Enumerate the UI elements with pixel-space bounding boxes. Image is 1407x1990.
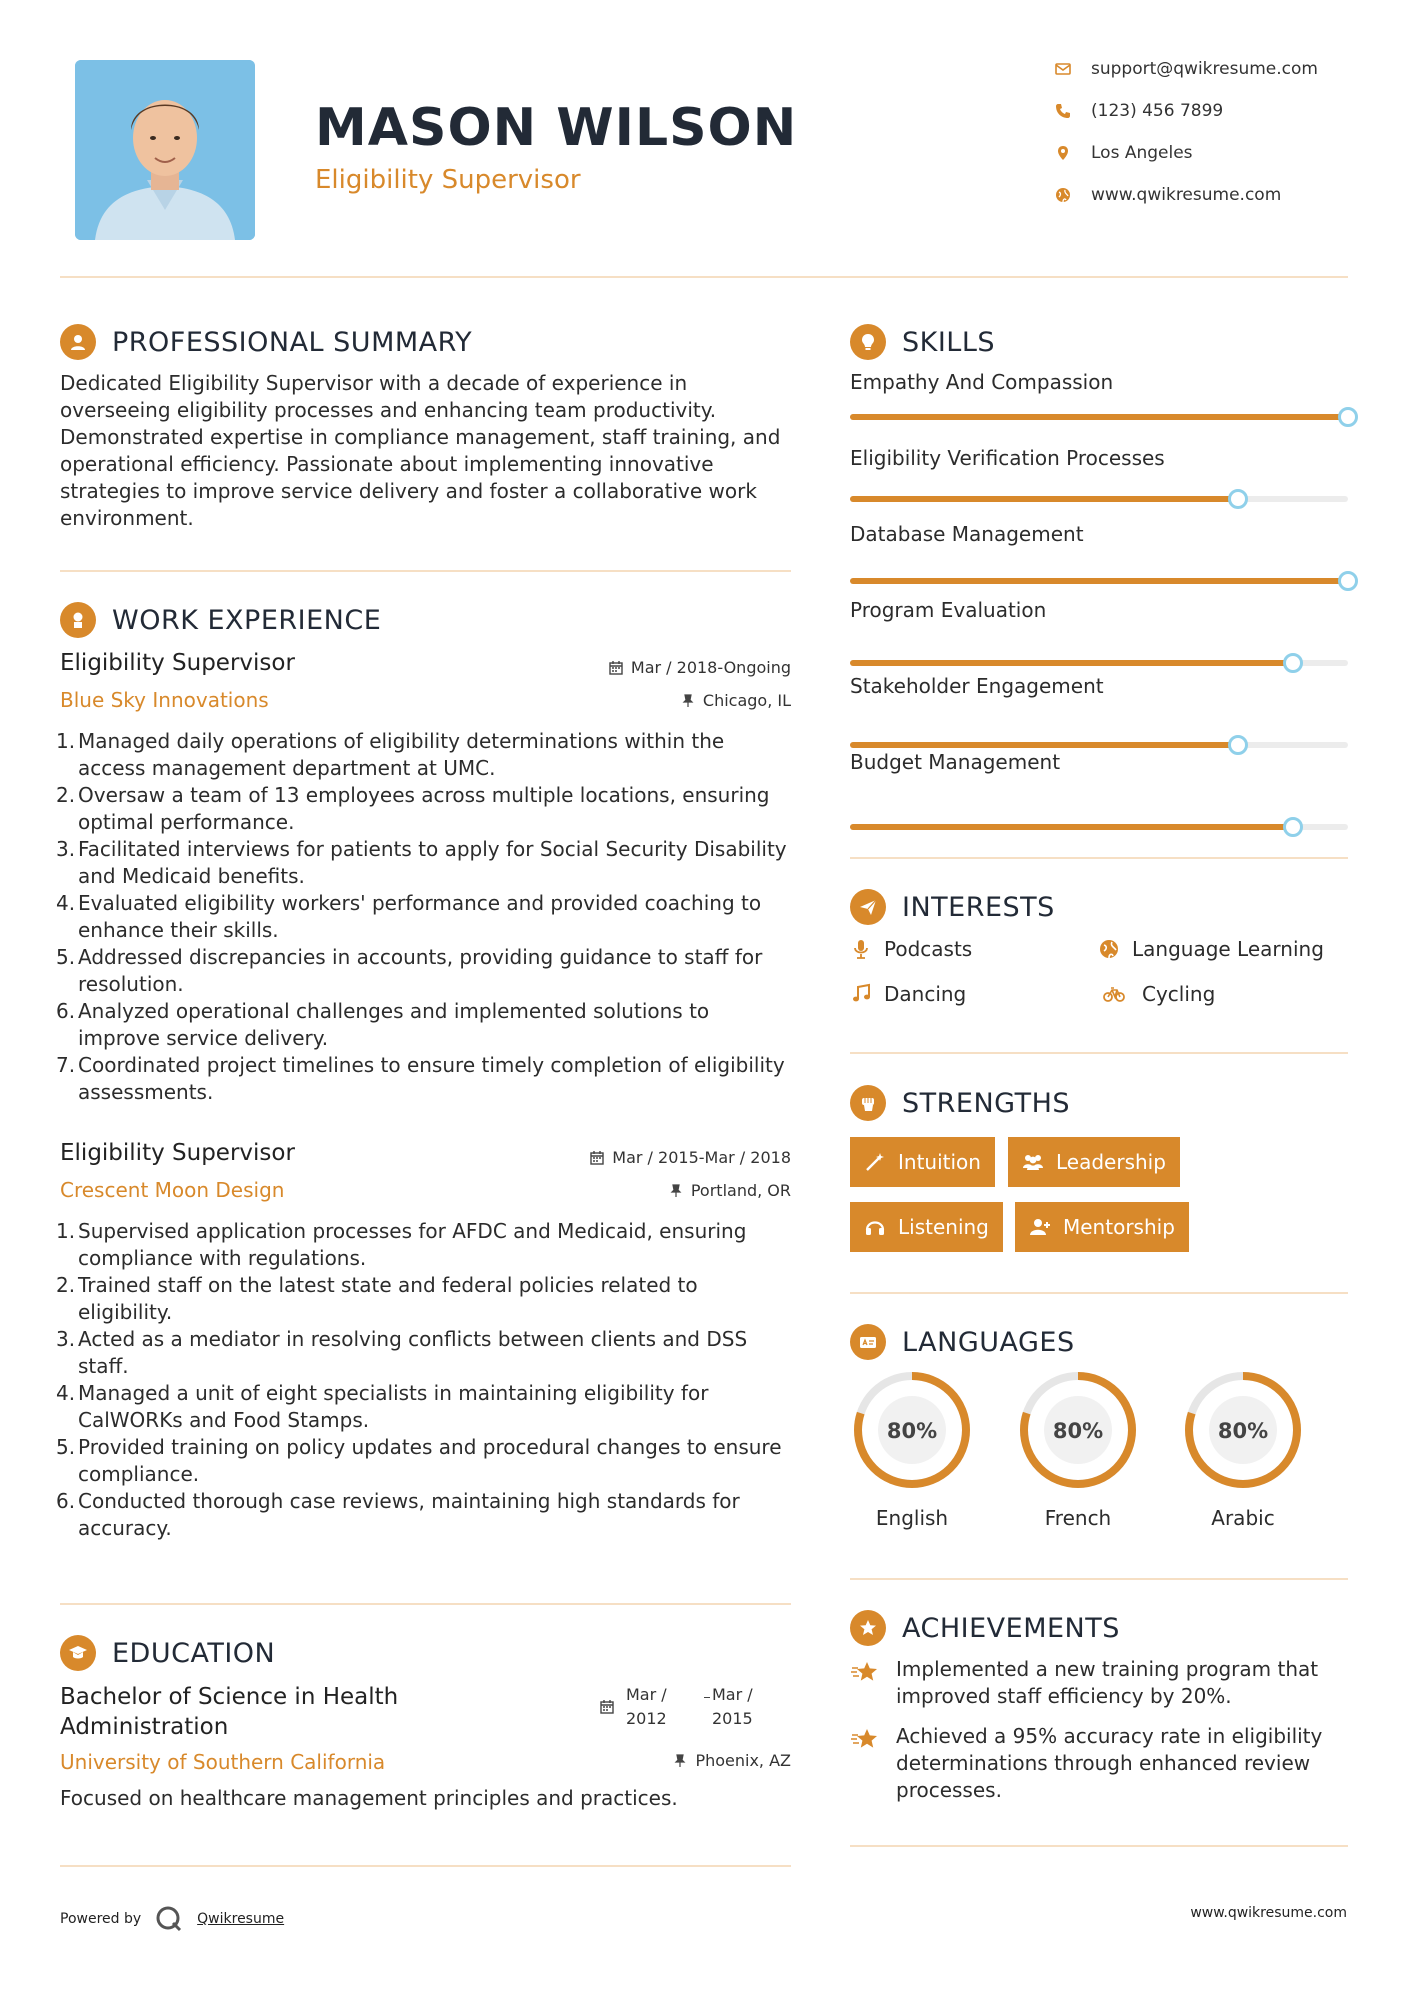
user-icon bbox=[60, 324, 96, 360]
footer-powered-by bbox=[60, 1905, 284, 1933]
pushpin-icon bbox=[681, 694, 695, 708]
job-2-title: Eligibility Supervisor bbox=[60, 1140, 295, 1166]
skill-bar bbox=[850, 742, 1348, 748]
degree-line-2: Administration bbox=[60, 1714, 229, 1740]
language-percent: 80% bbox=[886, 1419, 938, 1443]
user-plus-icon bbox=[1029, 1216, 1051, 1238]
skill-bar-fill bbox=[850, 742, 1238, 748]
brand-link[interactable]: Qwikresume bbox=[197, 1911, 285, 1927]
language-progress-ring bbox=[1016, 1368, 1140, 1492]
header-divider bbox=[60, 276, 1348, 278]
music-note-icon bbox=[850, 983, 872, 1005]
achievement-text: Achieved a 95% accuracy rate in eligibility determinations through enhanced review processes. bbox=[896, 1724, 1323, 1802]
interest-language-learning bbox=[1098, 937, 1324, 961]
globe-icon bbox=[1055, 187, 1071, 203]
achievement-item-1 bbox=[850, 1656, 1348, 1710]
list-item: 1. Managed daily operations of eligibility determinations within the access management department at UMC. bbox=[56, 729, 725, 780]
summary-divider bbox=[60, 570, 791, 572]
briefcase-icon bbox=[60, 602, 96, 638]
globe-icon bbox=[1098, 938, 1120, 960]
list-item: 1. Supervised application processes for AFDC and Medicaid, ensuring compliance with regulations. bbox=[56, 1219, 747, 1270]
strength-tag-mentorship bbox=[1015, 1202, 1189, 1252]
contact-email-text: support@qwikresume.com bbox=[1091, 59, 1318, 79]
contact-location-text: Los Angeles bbox=[1091, 143, 1193, 163]
skills-heading: SKILLS bbox=[902, 326, 996, 358]
users-icon bbox=[1022, 1151, 1044, 1173]
list-item: 3. Facilitated interviews for patients to apply for Social Security Disability and Medicaid benefits. bbox=[56, 837, 787, 888]
profile-photo bbox=[75, 60, 255, 240]
summary-heading: PROFESSIONAL SUMMARY bbox=[112, 326, 473, 358]
language-card-icon bbox=[850, 1324, 886, 1360]
edu-start-year: 2012 bbox=[626, 1709, 667, 1728]
powered-by-label: Powered by bbox=[60, 1911, 142, 1927]
strength-tag-intuition bbox=[850, 1137, 995, 1187]
skill-bar-fill bbox=[850, 496, 1238, 502]
skill-bar-knob bbox=[1283, 817, 1303, 837]
fist-icon bbox=[850, 1085, 886, 1121]
work-header bbox=[60, 600, 381, 640]
candidate-name: MASON WILSON bbox=[315, 98, 798, 158]
job-2-location-text: Portland, OR bbox=[690, 1181, 791, 1200]
strengths-divider bbox=[850, 1292, 1348, 1294]
strength-label: Mentorship bbox=[1063, 1215, 1175, 1239]
achievements-heading: ACHIEVEMENTS bbox=[902, 1612, 1120, 1644]
skill-name: Eligibility Verification Processes bbox=[850, 446, 1165, 470]
contact-phone[interactable] bbox=[1055, 99, 1223, 123]
achievements-divider bbox=[850, 1845, 1348, 1847]
achievement-item-2 bbox=[850, 1723, 1348, 1804]
school-name: University of Southern California bbox=[60, 1750, 386, 1774]
skill-name: Budget Management bbox=[850, 750, 1061, 774]
interests-heading: INTERESTS bbox=[902, 891, 1055, 923]
job-2-company: Crescent Moon Design bbox=[60, 1178, 285, 1202]
location-pin-icon bbox=[1055, 145, 1071, 161]
calendar-icon bbox=[590, 1151, 604, 1165]
star-badge-icon bbox=[850, 1610, 886, 1646]
skill-bar bbox=[850, 660, 1348, 666]
edu-end-month: Mar / bbox=[712, 1685, 753, 1704]
microphone-icon bbox=[850, 938, 872, 960]
education-location-text: Phoenix, AZ bbox=[695, 1751, 791, 1770]
skill-bar-knob bbox=[1283, 653, 1303, 673]
edu-start-month: Mar / bbox=[626, 1685, 667, 1704]
strengths-heading: STRENGTHS bbox=[902, 1087, 1071, 1119]
education-heading: EDUCATION bbox=[112, 1637, 276, 1669]
skill-bar-knob bbox=[1338, 571, 1358, 591]
interests-header bbox=[850, 887, 1055, 927]
interest-dancing bbox=[850, 982, 966, 1006]
job-1-title: Eligibility Supervisor bbox=[60, 650, 295, 676]
language-percent: 80% bbox=[1052, 1419, 1104, 1443]
pushpin-icon bbox=[673, 1754, 687, 1768]
strengths-header bbox=[850, 1083, 1070, 1123]
job-1-location-text: Chicago, IL bbox=[702, 691, 791, 710]
list-item: 6. Conducted thorough case reviews, maintaining high standards for accuracy. bbox=[56, 1489, 740, 1540]
job-2-location bbox=[669, 1181, 791, 1200]
degree-line-1: Bachelor of Science in Health bbox=[60, 1684, 399, 1710]
qwikresume-logo-icon bbox=[155, 1905, 183, 1933]
strength-tag-listening bbox=[850, 1202, 1003, 1252]
skill-name: Stakeholder Engagement bbox=[850, 674, 1104, 698]
job-1-location bbox=[681, 691, 791, 710]
skill-bar bbox=[850, 824, 1348, 830]
language-item bbox=[1181, 1368, 1305, 1530]
paper-plane-icon bbox=[850, 889, 886, 925]
contact-website-text: www.qwikresume.com bbox=[1091, 185, 1282, 205]
language-percent: 80% bbox=[1217, 1419, 1269, 1443]
language-item bbox=[850, 1368, 974, 1530]
list-item: 5. Provided training on policy updates and procedural changes to ensure compliance. bbox=[56, 1435, 782, 1486]
star-icon bbox=[850, 1725, 880, 1755]
pushpin-icon bbox=[669, 1184, 683, 1198]
work-heading: WORK EXPERIENCE bbox=[112, 604, 382, 636]
contact-website[interactable] bbox=[1055, 183, 1281, 207]
skill-bar bbox=[850, 414, 1348, 420]
language-name: French bbox=[1044, 1506, 1112, 1530]
list-item: 2. Oversaw a team of 13 employees across multiple locations, ensuring optimal performance. bbox=[56, 783, 770, 834]
languages-header bbox=[850, 1322, 1075, 1362]
degree-title bbox=[60, 1682, 398, 1742]
skill-bar-fill bbox=[850, 578, 1348, 584]
education-location bbox=[673, 1751, 791, 1770]
skill-bar-fill bbox=[850, 414, 1348, 420]
language-progress-ring bbox=[850, 1368, 974, 1492]
job-1-date bbox=[609, 658, 791, 677]
skill-bar-knob bbox=[1338, 407, 1358, 427]
languages-heading: LANGUAGES bbox=[902, 1326, 1075, 1358]
languages-divider bbox=[850, 1578, 1348, 1580]
strength-label: Listening bbox=[898, 1215, 989, 1239]
calendar-icon bbox=[609, 661, 623, 675]
job-1-date-text: Mar / 2018-Ongoing bbox=[630, 658, 791, 677]
job-2-bullets bbox=[56, 1218, 790, 1542]
interest-cycling bbox=[1098, 982, 1215, 1006]
language-progress-ring bbox=[1181, 1368, 1305, 1492]
envelope-icon bbox=[1055, 61, 1071, 77]
headphones-icon bbox=[864, 1216, 886, 1238]
skill-name: Empathy And Compassion bbox=[850, 370, 1114, 394]
achievement-text: Implemented a new training program that improved staff efficiency by 20%. bbox=[896, 1657, 1319, 1708]
date-dash bbox=[704, 1697, 710, 1698]
education-dates bbox=[600, 1683, 790, 1739]
skills-header bbox=[850, 322, 995, 362]
skill-bar bbox=[850, 578, 1348, 584]
education-header bbox=[60, 1633, 275, 1673]
summary-header bbox=[60, 322, 472, 362]
skill-bar-fill bbox=[850, 824, 1293, 830]
interest-label: Podcasts bbox=[884, 937, 973, 961]
job-2-date bbox=[590, 1148, 791, 1167]
skill-bar bbox=[850, 496, 1348, 502]
language-name: Arabic bbox=[1211, 1506, 1275, 1530]
interest-label: Cycling bbox=[1142, 982, 1216, 1006]
skill-bar-fill bbox=[850, 660, 1293, 666]
lightbulb-icon bbox=[850, 324, 886, 360]
edu-end-year: 2015 bbox=[712, 1709, 753, 1728]
candidate-title: Eligibility Supervisor bbox=[315, 165, 581, 195]
graduation-cap-icon bbox=[60, 1635, 96, 1671]
language-item bbox=[1016, 1368, 1140, 1530]
phone-icon bbox=[1055, 103, 1071, 119]
skill-bar-knob bbox=[1228, 489, 1248, 509]
list-item: 4. Managed a unit of eight specialists in maintaining eligibility for CalWORKs and Food Stamps. bbox=[56, 1381, 709, 1432]
education-description: Focused on healthcare management principles and practices. bbox=[60, 1786, 678, 1810]
skills-divider bbox=[850, 857, 1348, 859]
list-item: 7. Coordinated project timelines to ensure timely completion of eligibility assessments. bbox=[56, 1053, 785, 1104]
interest-label: Language Learning bbox=[1132, 937, 1324, 961]
work-divider bbox=[60, 1603, 791, 1605]
achievements-header bbox=[850, 1608, 1120, 1648]
interest-label: Dancing bbox=[884, 982, 967, 1006]
interest-podcasts bbox=[850, 937, 972, 961]
skill-name: Database Management bbox=[850, 522, 1084, 546]
contact-email[interactable] bbox=[1055, 57, 1318, 81]
job-2-date-text: Mar / 2015-Mar / 2018 bbox=[612, 1148, 791, 1167]
education-divider bbox=[60, 1865, 791, 1867]
contact-location bbox=[1055, 141, 1193, 165]
list-item: 3. Acted as a mediator in resolving conflicts between clients and DSS staff. bbox=[56, 1327, 748, 1378]
job-1-company: Blue Sky Innovations bbox=[60, 688, 269, 712]
skill-name: Program Evaluation bbox=[850, 598, 1047, 622]
bicycle-icon bbox=[1098, 983, 1130, 1005]
star-icon bbox=[850, 1658, 880, 1688]
language-name: English bbox=[875, 1506, 949, 1530]
footer-website[interactable]: www.qwikresume.com bbox=[1190, 1905, 1347, 1921]
list-item: 2. Trained staff on the latest state and federal policies related to eligibility. bbox=[56, 1273, 698, 1324]
strength-label: Leadership bbox=[1056, 1150, 1166, 1174]
summary-text: Dedicated Eligibility Supervisor with a decade of experience in overseeing eligibility processes and enhancing team productivity. Demonstrated expertise in compliance management, staff training, and operational efficiency. Passionate about implementing innovative strategies to improve service delivery and foster a collaborative work environment. bbox=[60, 371, 781, 530]
list-item: 5. Addressed discrepancies in accounts, providing guidance to staff for resolution. bbox=[56, 945, 763, 996]
skill-bar-knob bbox=[1228, 735, 1248, 755]
job-1-bullets bbox=[56, 728, 790, 1106]
strength-tag-leadership bbox=[1008, 1137, 1180, 1187]
list-item: 4. Evaluated eligibility workers' performance and provided coaching to enhance their skills. bbox=[56, 891, 762, 942]
magic-wand-icon bbox=[864, 1151, 886, 1173]
interests-divider bbox=[850, 1052, 1348, 1054]
calendar-icon bbox=[600, 1700, 614, 1714]
list-item: 6. Analyzed operational challenges and implemented solutions to improve service delivery. bbox=[56, 999, 710, 1050]
contact-phone-text: (123) 456 7899 bbox=[1091, 101, 1224, 121]
strength-label: Intuition bbox=[898, 1150, 981, 1174]
